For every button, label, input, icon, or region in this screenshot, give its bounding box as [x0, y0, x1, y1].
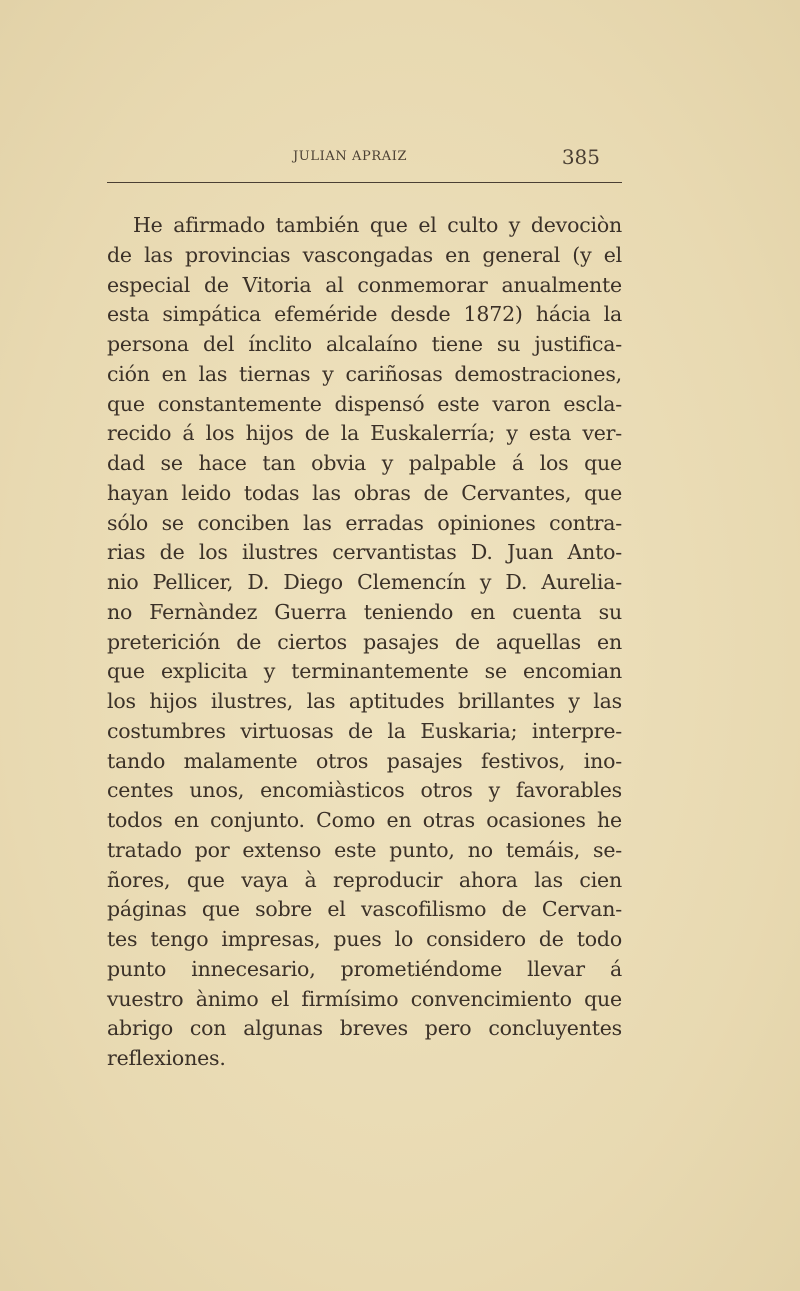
text-line: hayan leido todas las obras de Cervantes, que: [107, 480, 622, 505]
text-line: centes unos, encomiàsticos otros y favorables: [107, 778, 622, 803]
page-header: [107, 145, 622, 171]
text-line: costumbres virtuosas de la Euskaria; interpre-: [107, 718, 622, 743]
text-line: tes tengo impresas, pues lo considero de todo: [107, 927, 622, 951]
text-line: rias de los ilustres cervantistas D. Juan Anto-: [107, 540, 622, 565]
text-line: dad se hace tan obvia y palpable á los que: [107, 451, 622, 475]
header-rule: [107, 182, 622, 183]
text-line: He afirmado también que el culto y devociòn: [133, 213, 622, 237]
text-line: vuestro ànimo el firmísimo convencimiento que: [107, 986, 622, 1011]
text-line: tando malamente otros pasajes festivos, ino-: [107, 748, 622, 773]
text-line: especial de Vitoria al conmemorar anualmente: [107, 272, 622, 297]
text-line: sólo se conciben las erradas opiniones contra-: [107, 510, 622, 535]
text-line: abrigo con algunas breves pero concluyentes: [107, 1016, 622, 1041]
text-line: tratado por extenso este punto, no temáis, se-: [107, 837, 622, 862]
text-line: ñores, que vaya à reproducir ahora las cien: [107, 867, 622, 892]
text-line: nio Pellicer, D. Diego Clemencín y D. Aurelia-: [107, 570, 622, 594]
text-line: todos en conjunto. Como en otras ocasiones he: [107, 808, 622, 832]
text-line: punto innecesario, prometiéndome llevar á: [107, 956, 622, 981]
text-line: ción en las tiernas y cariñosas demostraciones,: [107, 361, 622, 386]
text-line: páginas que sobre el vascofilismo de Cervan-: [107, 897, 622, 922]
text-line: esta simpática efeméride desde 1872) hácia la: [107, 302, 622, 327]
text-line: los hijos ilustres, las aptitudes brillantes y las: [107, 689, 622, 713]
text-line: reflexiones.: [107, 1046, 226, 1070]
running-title: JULIAN APRAIZ: [293, 149, 408, 164]
text-line: preterición de ciertos pasajes de aquellas en: [107, 629, 622, 654]
text-line: de las provincias vascongadas en general (y el: [107, 242, 622, 267]
text-line: no Fernàndez Guerra teniendo en cuenta su: [107, 599, 622, 624]
text-line: persona del ínclito alcalaíno tiene su justifica-: [107, 332, 622, 356]
text-line: que explicita y terminantemente se encomian: [107, 659, 622, 684]
body-paragraph: [107, 211, 622, 1074]
text-line: que constantemente dispensó este varon escla-: [107, 391, 622, 416]
text-line: recido á los hijos de la Euskalerría; y esta ver-: [107, 421, 622, 446]
page-number: 385: [561, 145, 600, 169]
